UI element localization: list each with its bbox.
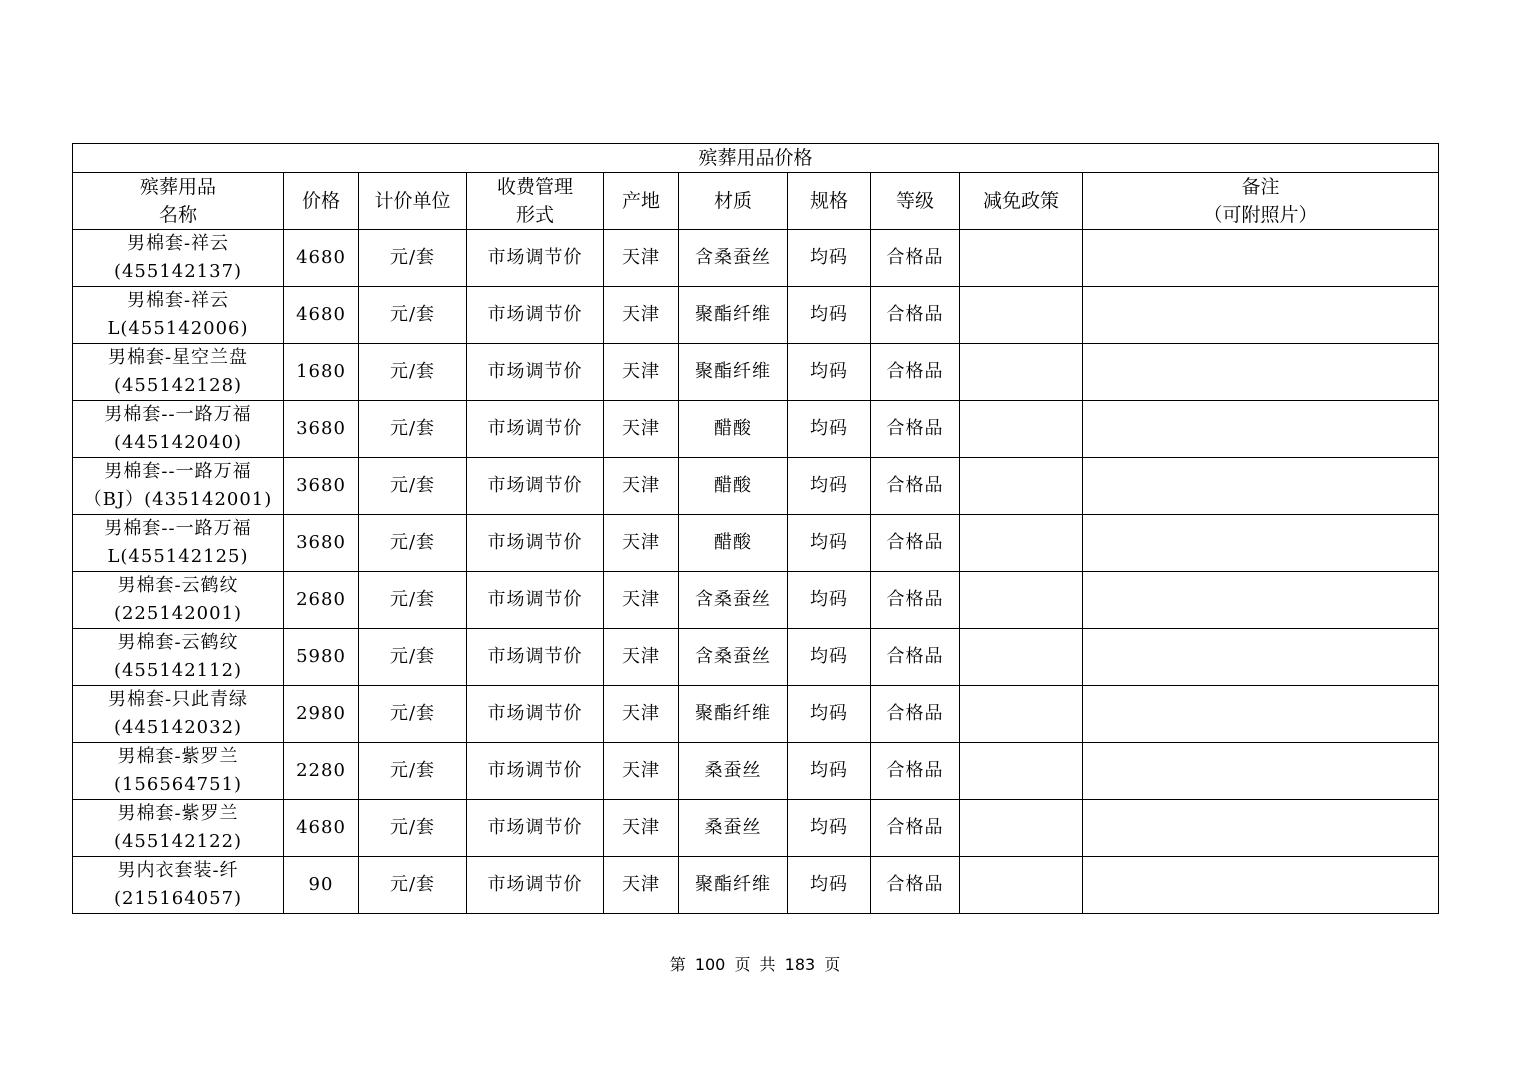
- product-name: 男棉套-祥云: [126, 233, 230, 254]
- fee-form-cell: 市场调节价: [467, 230, 604, 287]
- unit-cell: 元/套: [359, 401, 467, 458]
- unit-cell: 元/套: [359, 629, 467, 686]
- header-line-2: 名称: [158, 204, 197, 226]
- table-row: [73, 800, 1439, 857]
- grade-cell: 合格品: [871, 629, 960, 686]
- material-cell: 含桑蚕丝: [679, 572, 788, 629]
- header-line-1: 价格: [301, 190, 340, 212]
- origin-cell: 天津: [604, 686, 679, 743]
- table-row: [73, 287, 1439, 344]
- material-cell: 醋酸: [679, 515, 788, 572]
- origin-cell: 天津: [604, 458, 679, 515]
- product-code: (215164057): [113, 888, 243, 909]
- spec-cell: 均码: [788, 629, 871, 686]
- note-cell: [1083, 857, 1439, 914]
- grade-cell: 合格品: [871, 743, 960, 800]
- price-cell: 3680: [284, 515, 359, 572]
- product-name: 男棉套--一路万福: [104, 461, 252, 482]
- material-cell: 醋酸: [679, 401, 788, 458]
- grade-cell: 合格品: [871, 572, 960, 629]
- note-cell: [1083, 458, 1439, 515]
- material-cell: 聚酯纤维: [679, 857, 788, 914]
- origin-cell: 天津: [604, 515, 679, 572]
- product-name-cell: [73, 743, 284, 800]
- policy-cell: [960, 401, 1083, 458]
- product-code: (156564751): [113, 774, 243, 795]
- price-table: [72, 143, 1439, 914]
- product-name: 男棉套-祥云: [126, 290, 230, 311]
- header-line-1: 殡葬用品: [139, 176, 216, 198]
- fee-form-cell: 市场调节价: [467, 344, 604, 401]
- header-line-1: 规格: [809, 190, 848, 212]
- fee-form-cell: 市场调节价: [467, 629, 604, 686]
- origin-cell: 天津: [604, 800, 679, 857]
- policy-cell: [960, 344, 1083, 401]
- unit-cell: 元/套: [359, 230, 467, 287]
- product-name: 男棉套-云鹤纹: [117, 632, 239, 653]
- fee-form-cell: 市场调节价: [467, 800, 604, 857]
- grade-cell: 合格品: [871, 230, 960, 287]
- policy-cell: [960, 458, 1083, 515]
- spec-cell: 均码: [788, 572, 871, 629]
- note-cell: [1083, 344, 1439, 401]
- price-cell: 1680: [284, 344, 359, 401]
- product-name-cell: [73, 800, 284, 857]
- table-row: [73, 344, 1439, 401]
- header-spec: [788, 173, 871, 230]
- fee-form-cell: 市场调节价: [467, 743, 604, 800]
- product-name: 男棉套-星空兰盘: [107, 347, 249, 368]
- fee-form-cell: 市场调节价: [467, 686, 604, 743]
- note-cell: [1083, 743, 1439, 800]
- material-cell: 桑蚕丝: [679, 800, 788, 857]
- policy-cell: [960, 686, 1083, 743]
- material-cell: 桑蚕丝: [679, 743, 788, 800]
- note-cell: [1083, 230, 1439, 287]
- product-name-cell: [73, 686, 284, 743]
- product-code: (455142112): [113, 660, 243, 681]
- product-name-cell: [73, 230, 284, 287]
- grade-cell: 合格品: [871, 800, 960, 857]
- product-name-cell: [73, 458, 284, 515]
- note-cell: [1083, 401, 1439, 458]
- product-name-cell: [73, 857, 284, 914]
- product-name: 男棉套-只此青绿: [107, 689, 249, 710]
- policy-cell: [960, 572, 1083, 629]
- note-cell: [1083, 287, 1439, 344]
- product-code: (225142001): [113, 603, 243, 624]
- table-row: [73, 230, 1439, 287]
- price-cell: 2280: [284, 743, 359, 800]
- product-name: 男棉套--一路万福: [104, 518, 252, 539]
- grade-cell: 合格品: [871, 458, 960, 515]
- unit-cell: 元/套: [359, 686, 467, 743]
- material-cell: 聚酯纤维: [679, 287, 788, 344]
- product-name-cell: [73, 344, 284, 401]
- spec-cell: 均码: [788, 230, 871, 287]
- policy-cell: [960, 857, 1083, 914]
- table-row: [73, 857, 1439, 914]
- origin-cell: 天津: [604, 572, 679, 629]
- product-name-cell: [73, 515, 284, 572]
- product-code: L(455142006): [107, 318, 249, 339]
- note-cell: [1083, 515, 1439, 572]
- grade-cell: 合格品: [871, 686, 960, 743]
- table-row: [73, 458, 1439, 515]
- title-row: [73, 144, 1439, 173]
- unit-cell: 元/套: [359, 857, 467, 914]
- grade-cell: 合格品: [871, 857, 960, 914]
- spec-cell: 均码: [788, 800, 871, 857]
- unit-cell: 元/套: [359, 458, 467, 515]
- header-origin: [604, 173, 679, 230]
- price-cell: 3680: [284, 458, 359, 515]
- fee-form-cell: 市场调节价: [467, 515, 604, 572]
- product-code: L(455142125): [107, 546, 249, 567]
- spec-cell: 均码: [788, 857, 871, 914]
- unit-cell: 元/套: [359, 572, 467, 629]
- origin-cell: 天津: [604, 629, 679, 686]
- unit-cell: 元/套: [359, 344, 467, 401]
- total-pages-number: 183: [784, 955, 816, 974]
- table-row: [73, 686, 1439, 743]
- origin-cell: 天津: [604, 287, 679, 344]
- header-policy: [960, 173, 1083, 230]
- current-page-number: 100: [694, 955, 726, 974]
- footer-suffix: 页: [824, 955, 841, 974]
- unit-cell: 元/套: [359, 800, 467, 857]
- price-cell: 4680: [284, 800, 359, 857]
- grade-cell: 合格品: [871, 344, 960, 401]
- fee-form-cell: 市场调节价: [467, 857, 604, 914]
- price-cell: 2980: [284, 686, 359, 743]
- table-row: [73, 515, 1439, 572]
- price-cell: 5980: [284, 629, 359, 686]
- footer-prefix: 第: [669, 955, 686, 974]
- policy-cell: [960, 629, 1083, 686]
- header-line-2: 形式: [515, 204, 554, 226]
- header-grade: [871, 173, 960, 230]
- header-line-1: 收费管理: [496, 176, 573, 198]
- price-cell: 90: [284, 857, 359, 914]
- material-cell: 醋酸: [679, 458, 788, 515]
- header-line-1: 产地: [621, 190, 660, 212]
- price-cell: 4680: [284, 287, 359, 344]
- product-name: 男棉套--一路万福: [104, 404, 252, 425]
- spec-cell: 均码: [788, 458, 871, 515]
- grade-cell: 合格品: [871, 401, 960, 458]
- header-material: [679, 173, 788, 230]
- header-note: [1083, 173, 1439, 230]
- material-cell: 含桑蚕丝: [679, 629, 788, 686]
- table-title: 殡葬用品价格: [73, 144, 1439, 173]
- spec-cell: 均码: [788, 287, 871, 344]
- table-row: [73, 572, 1439, 629]
- origin-cell: 天津: [604, 743, 679, 800]
- price-cell: 3680: [284, 401, 359, 458]
- grade-cell: 合格品: [871, 287, 960, 344]
- product-code: (455142128): [113, 375, 243, 396]
- price-cell: 2680: [284, 572, 359, 629]
- page-footer: [0, 955, 1510, 975]
- product-code: (455142122): [113, 831, 243, 852]
- note-cell: [1083, 572, 1439, 629]
- origin-cell: 天津: [604, 857, 679, 914]
- policy-cell: [960, 230, 1083, 287]
- note-cell: [1083, 629, 1439, 686]
- product-code: （BJ）(435142001): [83, 489, 273, 510]
- header-line-1: 减免政策: [982, 190, 1059, 212]
- material-cell: 含桑蚕丝: [679, 230, 788, 287]
- fee-form-cell: 市场调节价: [467, 401, 604, 458]
- table-row: [73, 743, 1439, 800]
- product-name-cell: [73, 572, 284, 629]
- note-cell: [1083, 800, 1439, 857]
- material-cell: 聚酯纤维: [679, 686, 788, 743]
- policy-cell: [960, 287, 1083, 344]
- spec-cell: 均码: [788, 686, 871, 743]
- header-line-1: 备注: [1241, 176, 1280, 198]
- header-unit: [359, 173, 467, 230]
- product-code: (445142032): [113, 717, 243, 738]
- product-code: (445142040): [113, 432, 243, 453]
- policy-cell: [960, 743, 1083, 800]
- price-cell: 4680: [284, 230, 359, 287]
- table-row: [73, 401, 1439, 458]
- footer-middle: 页 共: [734, 955, 776, 974]
- table-row: [73, 629, 1439, 686]
- fee-form-cell: 市场调节价: [467, 458, 604, 515]
- spec-cell: 均码: [788, 515, 871, 572]
- origin-cell: 天津: [604, 230, 679, 287]
- fee-form-cell: 市场调节价: [467, 287, 604, 344]
- header-fee-form: [467, 173, 604, 230]
- unit-cell: 元/套: [359, 743, 467, 800]
- product-name: 男棉套-紫罗兰: [117, 803, 239, 824]
- product-name: 男内衣套装-纤: [117, 860, 239, 881]
- header-line-1: 等级: [895, 190, 934, 212]
- spec-cell: 均码: [788, 401, 871, 458]
- product-name: 男棉套-云鹤纹: [117, 575, 239, 596]
- header-name: [73, 173, 284, 230]
- material-cell: 聚酯纤维: [679, 344, 788, 401]
- policy-cell: [960, 515, 1083, 572]
- spec-cell: 均码: [788, 344, 871, 401]
- note-cell: [1083, 686, 1439, 743]
- product-name-cell: [73, 401, 284, 458]
- product-name: 男棉套-紫罗兰: [117, 746, 239, 767]
- unit-cell: 元/套: [359, 515, 467, 572]
- product-name-cell: [73, 629, 284, 686]
- header-line-1: 材质: [713, 190, 752, 212]
- origin-cell: 天津: [604, 401, 679, 458]
- fee-form-cell: 市场调节价: [467, 572, 604, 629]
- policy-cell: [960, 800, 1083, 857]
- header-row: [73, 173, 1439, 230]
- spec-cell: 均码: [788, 743, 871, 800]
- origin-cell: 天津: [604, 344, 679, 401]
- header-price: [284, 173, 359, 230]
- product-name-cell: [73, 287, 284, 344]
- product-code: (455142137): [113, 261, 243, 282]
- header-line-2: （可附照片）: [1203, 204, 1318, 226]
- grade-cell: 合格品: [871, 515, 960, 572]
- header-line-1: 计价单位: [374, 190, 451, 212]
- unit-cell: 元/套: [359, 287, 467, 344]
